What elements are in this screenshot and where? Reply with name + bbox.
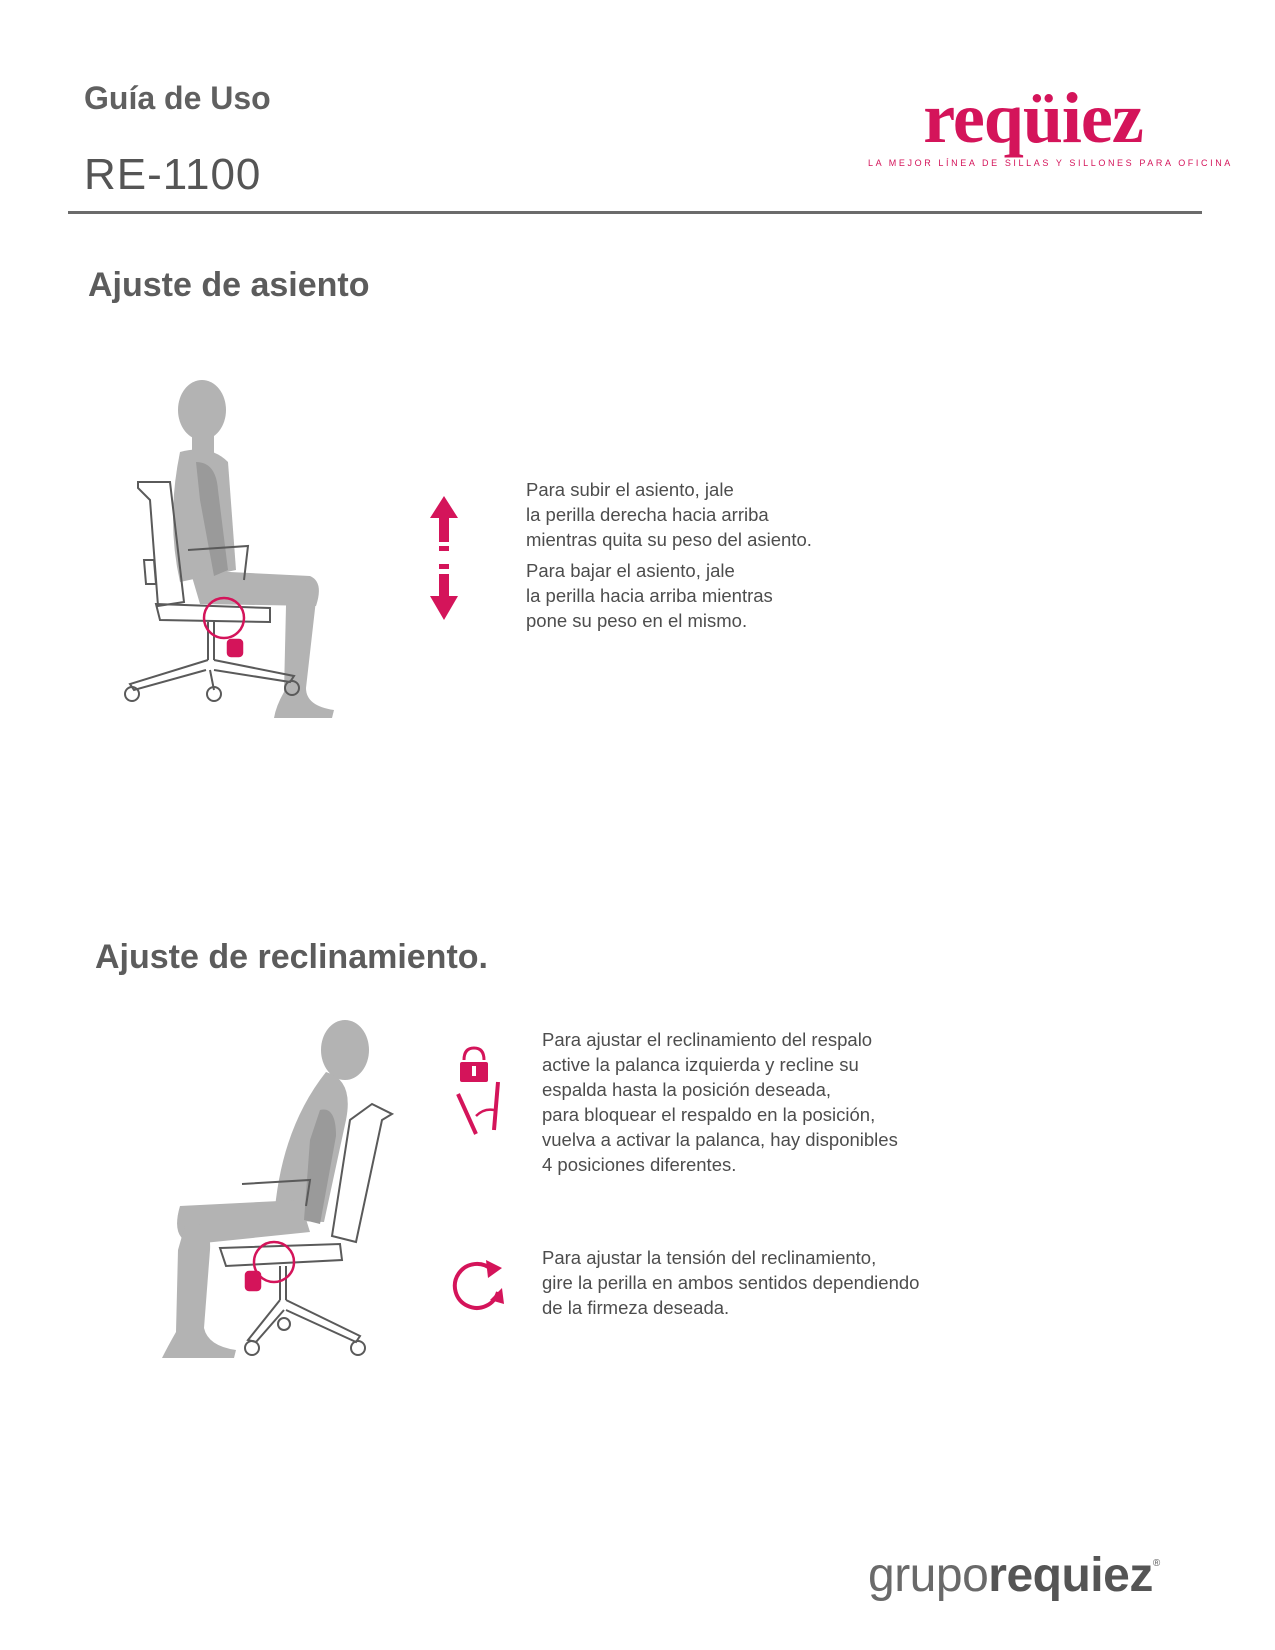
section-title-seat: Ajuste de asiento: [88, 266, 370, 304]
footer-brand-light: grupo: [868, 1549, 989, 1602]
logo-tagline: LA MEJOR LÍNEA DE SILLAS Y SILLONES PARA OFICINA: [868, 158, 1233, 168]
arrow-down-icon: [430, 574, 458, 620]
requiez-logo: [868, 78, 1233, 168]
arrow-up-icon: [430, 496, 458, 542]
header-divider: [68, 211, 1202, 214]
unlock-recline-icon: [454, 1046, 502, 1136]
grupo-requiez-logo: [868, 1548, 1160, 1603]
guide-title: Guía de Uso: [84, 80, 271, 116]
recline-illustration: [150, 1010, 410, 1360]
seat-arrows: [428, 496, 460, 622]
seat-height-illustration: [110, 370, 350, 730]
rotate-knob-icon: [450, 1256, 506, 1312]
footer-brand-bold: requiez: [988, 1549, 1153, 1602]
logo-wordmark: reqüiez: [923, 78, 1143, 158]
model-number: RE-1100: [84, 150, 262, 199]
recline-tension-text: Para ajustar la tensión del reclinamiento, gire la perilla en ambos sentidos dependiendo de la firmeza deseada.: [542, 1247, 920, 1318]
reclining-person-figure: [162, 1020, 369, 1358]
seat-raise-text: Para subir el asiento, jale la perilla derecha hacia arriba mientras quita su peso del asiento.: [526, 479, 812, 550]
registered-mark: ®: [1152, 1558, 1160, 1569]
section-title-recline: Ajuste de reclinamiento.: [95, 938, 488, 976]
recline-lever-text: Para ajustar el reclinamiento del respalo active la palanca izquierda y recline su espalda hasta la posición deseada, para bloquear el respaldo en la posición, vuelva a activar la palanca, hay disponibles 4 posiciones diferentes.: [542, 1029, 898, 1175]
seat-lower-text: Para bajar el asiento, jale la perilla hacia arriba mientras pone su peso en el mismo.: [526, 560, 773, 631]
